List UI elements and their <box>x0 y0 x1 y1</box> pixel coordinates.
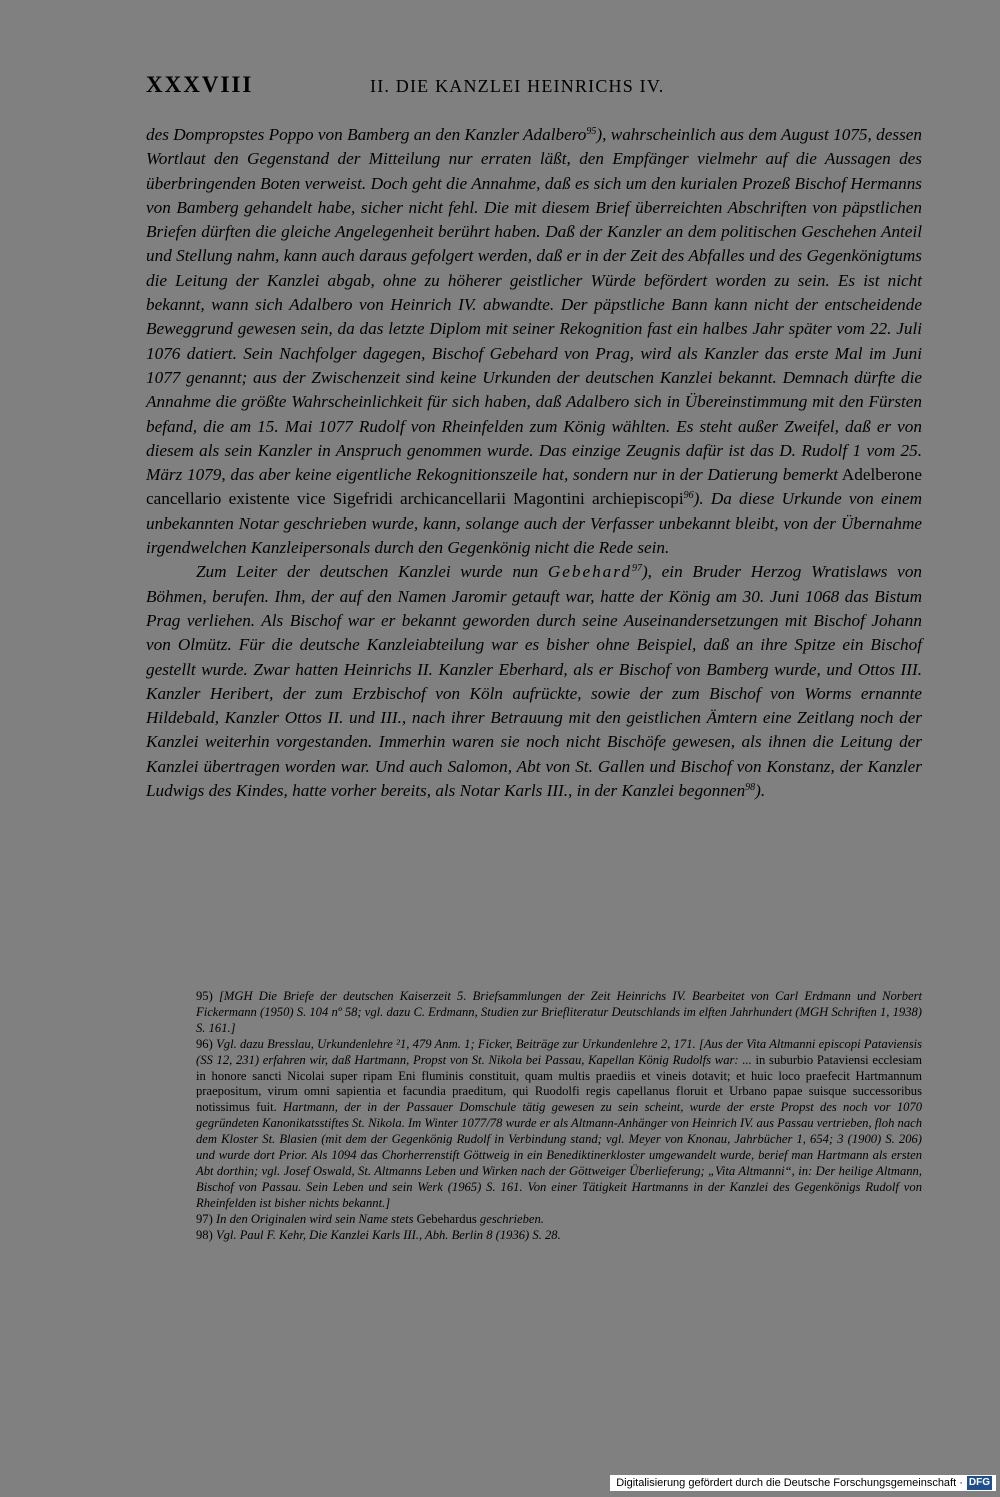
latin-quote: in suburbio Pataviensi ecclesiam in honore sancti Nicolai super ripam Eni fluminis constituit, quam multis praediis et vineis dotavit; et huic loco praefecit Hartmannum praepositum, virum omni sapientia et facundia praeditum, qui Ruodolfi regis capellanus floruit et Urbano papae suisque successoribus notissimus fuit. <box>196 1052 922 1115</box>
latin-name: Gebehardus <box>416 1211 477 1226</box>
footnote-text: Vgl. Paul F. Kehr, Die Kanzlei Karls III., Abh. Berlin 8 (1936) S. 28. <box>212 1227 561 1242</box>
chapter-title: II. DIE KANZLEI HEINRICHS IV. <box>370 76 665 96</box>
footnote-number: 98) <box>196 1227 213 1242</box>
footnote-number: 95) <box>196 989 213 1003</box>
footnote-number: 97) <box>196 1211 213 1226</box>
footnote-96 <box>196 1037 922 1212</box>
footnote-text: [MGH Die Briefe der deutschen Kaiserzeit 5. Briefsammlungen der Zeit Heinrichs IV. Bearbeitet von Carl Erdmann und Norbert Fickermann (1950) S. 104 nº 58; vgl. dazu C. Erdmann, Studien zur Briefliteratur Deutschlands im elften Jahrhundert (MGH Schriften 1, 1938) S. 161.] <box>196 989 922 1035</box>
footnote-95 <box>196 989 922 1037</box>
footnotes <box>196 989 922 1244</box>
text-run: Zum Leiter der deutschen Kanzlei wurde nun <box>196 562 548 582</box>
text-run: ), ein Bruder Herzog Wratislaws von Böhmen, berufen. Ihm, der auf den Namen Jaromir getauft war, hatte der König am 30. Juni 1068 das Bistum Prag verliehen. Als Bischof war er bekannt geworden durch seine Auseinandersetzungen mit Bischof Johann von Olmütz. Für die deutsche Kanzleiabteilung war es bisher ohne Beispiel, daß an ihre Spitze ein Bischof gestellt wurde. Zwar hatten Heinrichs II. Kanzler Eberhard, als er Bischof von Bamberg wurde, und Ottos III. Kanzler Heribert, der zum Erzbischof von Köln aufrückte, sowie der zum Bischof von Worms ernannte Hildebald, Kanzler Ottos II. und III., nach ihrer Betrauung mit den geistlichen Ämtern eine Zeitlang noch der Kanzlei weiterhin vorgestanden. Immerhin waren sie noch nicht Bischöfe gewesen, als ihnen die Leitung der Kanzlei übertragen worden war. Und auch Salomon, Abt von St. Gallen und Bischof von Konstanz, der Kanzler Ludwigs des Kindes, hatte vorher bereits, als Notar Karls III., in der Kanzlei begonnen <box>146 562 923 801</box>
footnote-number: 96) <box>196 1036 213 1051</box>
footnote-ref-96[interactable]: 96 <box>683 490 694 502</box>
text-run: ). Da diese Urkunde von einem unbekannten Notar geschrieben wurde, kann, solange auch der Verfasser unbekannt bleibt, von der Übernahme irgendwelchen Kanzleipersonals durch den Gegenkönig nicht die Rede sein. <box>146 489 922 558</box>
text-run: ). <box>755 781 766 801</box>
text-run: ), wahrscheinlich aus dem August 1075, dessen Wortlaut den Gegenstand der Mitteilung nur erraten läßt, den Empfänger vielmehr auf die Aussagen des überbringenden Boten verweist. Doch geht die Annahme, daß es sich um den kurialen Prozeß Bischof Hermanns von Bamberg gehandelt habe, sicher nicht fehl. Die mit diesem Brief überreichten Abschriften von päpstlichen Briefen dürften die gleiche Angelegenheit berührt haben. Daß der Kanzler an dem politischen Geschehen Anteil und Stellung nahm, kann auch daraus gefolgert werden, daß er in der Zeit des Abfalles und des Gegenkönigtums die Leitung der Kanzlei abgab, ohne zu höherer geistlicher Würde befördert worden zu sein. Es ist nicht bekannt, wann sich Adalbero von Heinrich IV. abwandte. Der päpstliche Bann kann nicht der entscheidende Beweggrund gewesen sein, da das letzte Diplom mit seiner Rekognition fast ein halbes Jahr später vom 22. Juli 1076 datiert. Sein Nachfolger dagegen, Bischof Gebehard von Prag, wird als Kanzler das erste Mal im Juni 1077 genannt; aus der Zwischenzeit sind keine Urkunden der deutschen Kanzlei bekannt. Demnach dürfte die Annahme die größte Wahrscheinlichkeit für sich haben, daß Adalbero sich in Übereinstimmung mit den Fürsten befand, die am 15. Mai 1077 Rudolf von Rheinfelden zum König wählten. Es steht außer Zweifel, daß er von diesem als sein Kanzler in Anspruch genommen wurde. Das einzige Zeugnis dafür ist das D. Rudolf 1 vom 25. März 1079, das aber keine eigentliche Rekognitionszeile hat, sondern nur in der Datierung bemerkt <box>146 125 922 485</box>
footnote-text: geschrieben. <box>476 1211 544 1226</box>
person-name: Gebehard <box>547 562 632 582</box>
paragraph-2 <box>146 560 922 803</box>
funding-text: Digitalisierung gefördert durch die Deutsche Forschungsgemeinschaft · <box>616 1477 963 1489</box>
dfg-logo-icon[interactable]: DFG <box>968 1477 990 1488</box>
footnote-98 <box>196 1228 922 1244</box>
paragraph-1 <box>146 123 922 560</box>
footnote-text: Vgl. dazu Bresslau, Urkundenlehre ²1, 479 Anm. 1; Ficker, Beiträge zur Urkundenlehre 2, 171. [Aus der Vita Altmanni episcopi Pataviensis (SS 12, 231) erfahren wir, daß Hartmann, Propst von St. Nikola bei Passau, Kapellan König Rudolfs war: ... <box>196 1036 922 1067</box>
footnote-ref-97[interactable]: 97 <box>631 563 642 575</box>
funding-notice <box>610 1475 996 1491</box>
footnote-text: Hartmann, der in der Passauer Domschule tätig gewesen zu sein scheint, wurde der erste Propst des noch vor 1070 gegründeten Kanonikatsstiftes St. Nikola. Im Winter 1077/78 wurde er als Altmann-Anhänger von Heinrich IV. aus Passau vertrieben, floh nach dem Kloster St. Blasien (mit dem der Gegenkönig Rudolf in Verbindung stand; vgl. Meyer von Knonau, Jahrbücher 1, 654; 3 (1900) S. 206) und wurde dort Prior. Als 1094 das Chorherrenstift Göttweig in ein Benediktinerkloster umgewandelt wurde, berief man Hartmann als ersten Abt dorthin; vgl. Josef Oswald, St. Altmanns Leben und Wirken nach der Göttweiger Überlieferung; „Vita Altmanni“, in: Der heilige Altmann, Bischof von Passau. Sein Leben und sein Werk (1965) S. 161. Von einer Tätigkeit Hartmanns in der Kanzlei des Gegenkönigs Rudolf von Rheinfelden ist bisher nichts bekannt.] <box>196 1100 923 1210</box>
latin-quote: Adelberone cancellario existente vice Sigefridi archicancellarii Magontini archiepiscopi <box>146 465 922 509</box>
main-text <box>146 123 922 803</box>
page-number: XXXVIII <box>146 72 254 97</box>
footnote-ref-98[interactable]: 98 <box>745 782 756 794</box>
text-run: des Dompropstes Poppo von Bamberg an den Kanzler Adalbero <box>146 125 587 144</box>
footnote-ref-95[interactable]: 95 <box>586 126 597 137</box>
footnote-text: In den Originalen wird sein Name stets <box>212 1211 417 1226</box>
footnote-97 <box>196 1212 922 1228</box>
